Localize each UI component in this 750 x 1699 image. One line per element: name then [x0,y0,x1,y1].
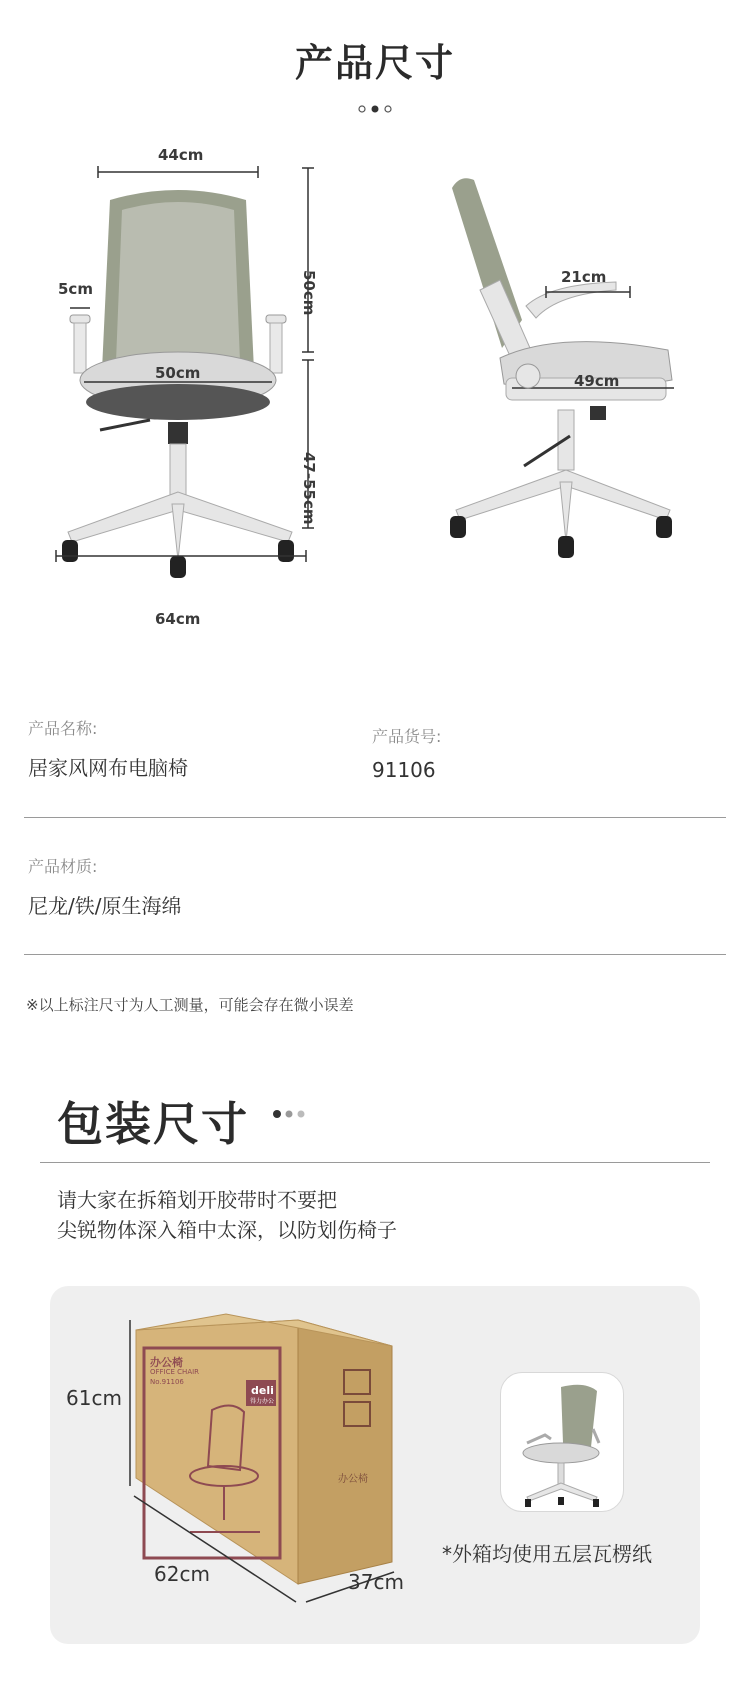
material-label: 产品材质: [28,857,98,876]
box-brand-logo: deli [251,1384,274,1397]
dim-49cm: 49cm [574,372,620,390]
dim-5cm: 5cm [58,280,93,298]
product-sku-label: 产品货号: [372,727,442,746]
box-depth-37cm: 37cm [348,1570,404,1594]
divider [24,817,726,818]
chair-thumbnail [500,1372,624,1512]
carton-paper-note: *外箱均使用五层瓦楞纸 [442,1542,652,1566]
page-indicator-dots [357,104,393,114]
dim-44cm: 44cm [158,146,204,164]
section-title-package-size: 包装尺寸 [57,1097,249,1151]
box-label-no: No.91106 [150,1378,184,1386]
product-sku-value: 91106 [372,758,436,782]
divider [40,1162,710,1163]
unboxing-advice-line2: 尖锐物体深入箱中太深，以防划伤椅子 [57,1218,397,1242]
dim-seat-50cm: 50cm [155,364,201,382]
box-label-en: OFFICE CHAIR [150,1368,200,1376]
dim-height-47-55cm: 47-55cm [300,452,318,525]
unboxing-advice-line1: 请大家在拆箱划开胶带时不要把 [57,1188,337,1212]
box-width-62cm: 62cm [154,1562,210,1586]
dim-21cm: 21cm [561,268,607,286]
dim-back-50cm: 50cm [300,270,318,316]
section-title-product-size: 产品尺寸 [294,41,455,85]
dim-64cm: 64cm [155,610,201,628]
divider [24,954,726,955]
measurement-note: ※以上标注尺寸为人工测量，可能会存在微小误差 [26,996,354,1014]
thumbnail-chair-icon [501,1373,623,1511]
product-name-label: 产品名称: [28,719,98,738]
box-label-title: 办公椅 [150,1356,183,1369]
material-value: 尼龙/铁/原生海绵 [28,894,182,918]
box-brand-sub: 得力办公 [250,1398,275,1405]
side-chair-illustration [440,170,720,610]
front-chair-illustration [40,140,360,640]
page-indicator-dots-2 [272,1108,308,1120]
box-height-61cm: 61cm [66,1386,122,1410]
product-name-value: 居家风网布电脑椅 [28,756,188,780]
box-side-text: 办公椅 [338,1474,368,1485]
